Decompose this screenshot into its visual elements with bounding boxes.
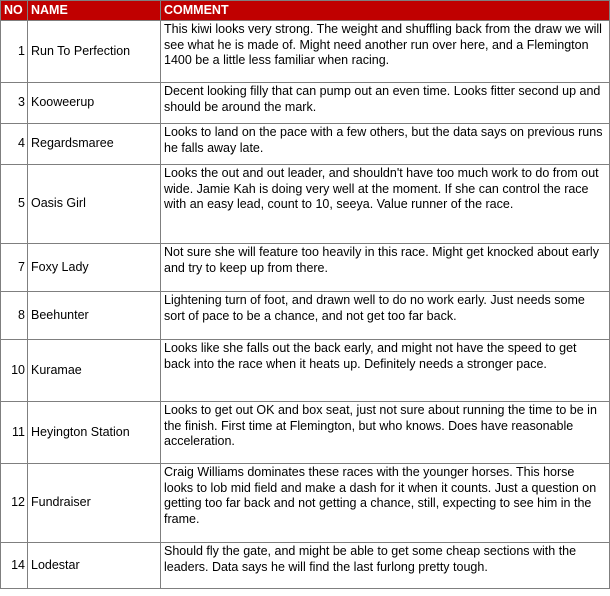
table-row xyxy=(1,165,610,244)
runner-comment: Not sure she will feature too heavily in this race. Might get knocked about early and try to keep up from there. xyxy=(161,244,610,292)
header-no: NO xyxy=(1,1,28,21)
runner-number: 8 xyxy=(1,292,28,340)
table-row xyxy=(1,83,610,124)
runner-name: Kuramae xyxy=(28,340,161,402)
runner-comment: Looks to land on the pace with a few others, but the data says on previous runs he falls away late. xyxy=(161,124,610,165)
runner-comment: Looks like she falls out the back early, and might not have the speed to get back into the race when it heats up. Definitely needs a stronger pace. xyxy=(161,340,610,402)
table-row xyxy=(1,340,610,402)
table-row xyxy=(1,464,610,543)
runner-name: Kooweerup xyxy=(28,83,161,124)
runner-name: Heyington Station xyxy=(28,402,161,464)
runner-number: 11 xyxy=(1,402,28,464)
runner-comment: Decent looking filly that can pump out an even time. Looks fitter second up and should be around the mark. xyxy=(161,83,610,124)
runner-number: 12 xyxy=(1,464,28,543)
runner-comment: Looks the out and out leader, and shouldn't have too much work to do from out wide. Jamie Kah is doing very well at the moment. If she can control the race with an easy lead, count to 10, seeya. Value runner of the race. xyxy=(161,165,610,244)
runner-name: Oasis Girl xyxy=(28,165,161,244)
runner-comment: Lightening turn of foot, and drawn well to do no work early. Just needs some sort of pace to be a chance, and not get too far back. xyxy=(161,292,610,340)
header-row xyxy=(1,1,610,21)
runner-comment: Should fly the gate, and might be able to get some cheap sections with the leaders. Data says he will find the last furlong pretty tough. xyxy=(161,543,610,589)
runner-number: 7 xyxy=(1,244,28,292)
runner-name: Beehunter xyxy=(28,292,161,340)
runner-comment: Craig Williams dominates these races with the younger horses. This horse looks to lob mid field and make a dash for it when it counts. Just a question on getting too far back and not getting a chance, still, expecting to see him in the frame. xyxy=(161,464,610,543)
runner-number: 5 xyxy=(1,165,28,244)
runner-number: 14 xyxy=(1,543,28,589)
header-comment: COMMENT xyxy=(161,1,610,21)
table-row xyxy=(1,292,610,340)
runner-number: 3 xyxy=(1,83,28,124)
runner-name: Run To Perfection xyxy=(28,21,161,83)
runner-number: 4 xyxy=(1,124,28,165)
runner-comment: Looks to get out OK and box seat, just not sure about running the time to be in the finish. First time at Flemington, but who knows. Does have reasonable acceleration. xyxy=(161,402,610,464)
table-row xyxy=(1,21,610,83)
header-name: NAME xyxy=(28,1,161,21)
runner-number: 10 xyxy=(1,340,28,402)
runner-number: 1 xyxy=(1,21,28,83)
runner-name: Lodestar xyxy=(28,543,161,589)
runner-name: Regardsmaree xyxy=(28,124,161,165)
runner-name: Foxy Lady xyxy=(28,244,161,292)
runner-name: Fundraiser xyxy=(28,464,161,543)
table-row xyxy=(1,402,610,464)
table-row xyxy=(1,543,610,589)
runner-comment: This kiwi looks very strong. The weight and shuffling back from the draw we will see what he is made of. Might need another run over here, and a Flemington 1400 be a little less familiar when racing. xyxy=(161,21,610,83)
table-row xyxy=(1,244,610,292)
table-row xyxy=(1,124,610,165)
